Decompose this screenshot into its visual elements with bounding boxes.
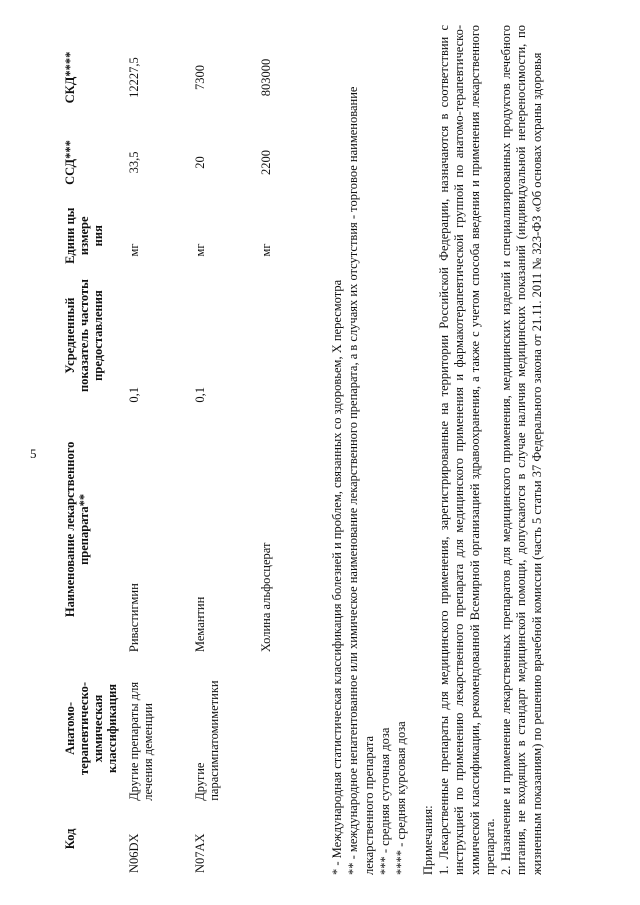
table-row [125,35,191,875]
cell-frequency: 0,1 [193,386,207,403]
cell-code: N06DX [127,833,141,873]
cell-code [257,803,319,875]
cell-atc: Другие препараты для лечения деменции [127,681,155,801]
cell-frequency [257,267,319,405]
rotated-page-content [30,15,630,875]
footnote: ** - международное непатентованное или химическое наименование лекарственного препарата, а в случаях их отсутствия - торговое наименование лекарственного препарата [346,86,376,875]
cell-ssd: 33,5 [127,151,141,174]
header-atc: Анатомо-терапевтическо-химическая классификация [63,681,119,775]
footnote: * - Международная статистическая классификация болезней и проблем, связанных со здоровьем, X пересмотра [330,279,344,875]
cell-drug-name: Мемантин [193,596,207,653]
cell-unit: мг [259,243,273,257]
cell-code: N07AX [193,833,207,873]
header-ssd: ССД*** [63,140,77,185]
cell-skd: 803000 [259,58,273,97]
table-row [191,35,257,875]
note-item: 2. Назначение и применение лекарственных препаратов для медицинского применения, медицинских изделий и специализированных продуктов лечебного питания, не входящих в стандарт медицинской помощи, допускаются в случае наличия медицинских показаний (индивидуальной непереносимости, по жизненным показаниям) по решению врачебной комиссии (часть 5 статьи 37 Федерального закона от 21.11. 2011 № 323-ФЗ «Об основах охраны здоровья [498,25,544,875]
notes-title: Примечания: [421,805,435,875]
drug-table [63,35,319,875]
footnotes [329,35,409,875]
cell-atc: Другие парасимпатомиметики [193,680,221,801]
table-row [257,35,319,875]
note-item: 1. Лекарственные препараты для медицинского применения, зарегистрированные на территории Российской Федерации, назначаются в соответствии с инструкцией по применению лекарственного препарата для медицинского применения и фармакотерапевтической группой по анатомо-терапевтическо-химической классификации, рекомендованной Всемирной организацией здравоохранения, а также с учетом способа введения и применения лекарственного препарата. [436,25,497,875]
footnote: **** - средняя курсовая доза [394,721,408,875]
page-number: 5 [30,446,37,461]
header-drug-name: Наименование лекарственного препарата** [63,441,91,618]
cell-drug-name: Ривастигмин [127,583,141,653]
notes-section [421,25,545,875]
cell-skd: 12227,5 [127,57,141,98]
footnote: *** - средняя суточная доза [378,727,392,875]
header-units: Едини цы измере ния [63,207,105,264]
header-skd: СКД**** [63,51,77,104]
cell-ssd: 20 [193,156,207,169]
cell-drug-name: Холина альфосцерат [259,542,273,653]
cell-atc [257,654,319,803]
cell-ssd: 2200 [259,149,273,175]
cell-skd: 7300 [193,65,207,90]
cell-unit: мг [193,243,207,257]
header-frequency: Усредненный показатель частоты предоставления [63,279,105,393]
cell-unit: мг [127,243,141,257]
cell-frequency: 0,1 [127,386,141,403]
header-code: Код [63,828,77,850]
table-header-row [63,35,125,875]
